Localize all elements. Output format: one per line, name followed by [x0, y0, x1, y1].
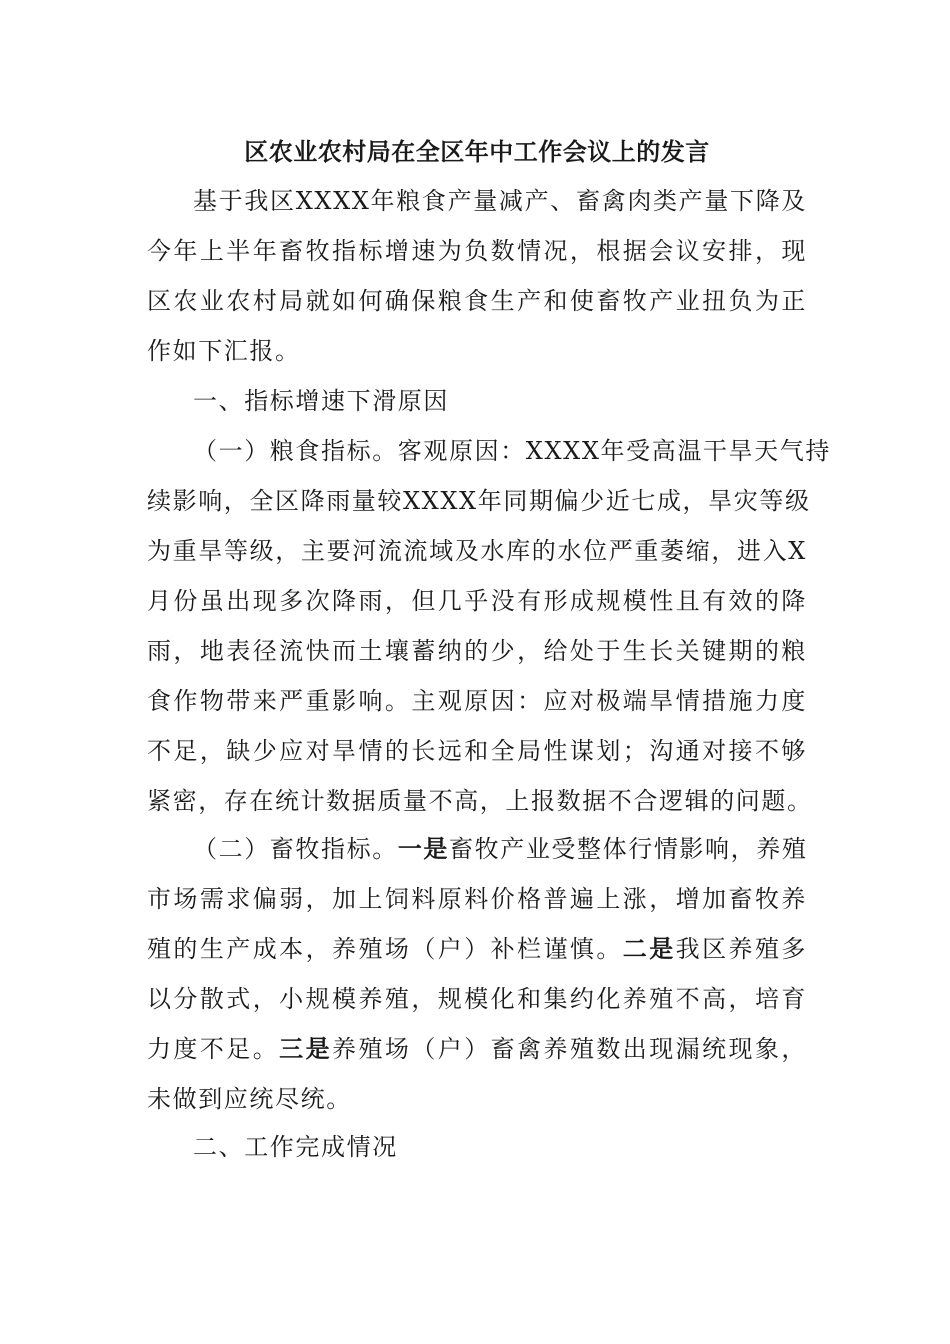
emphasis-text: 二是 [622, 934, 676, 963]
paragraph-line [147, 824, 807, 874]
paragraph-line: 食作物带来严重影响。主观原因：应对极端旱情措施力度 [147, 687, 807, 715]
paragraph-line [147, 924, 807, 974]
paragraph-text: 殖的生产成本，养殖场（户）补栏谨慎。 [147, 935, 623, 963]
paragraph-line [147, 1024, 807, 1074]
paragraph-text: 力度不足。 [147, 1035, 280, 1063]
paragraph-line: 不足，缺少应对旱情的长远和全局性谋划；沟通对接不够 [147, 737, 807, 765]
emphasis-text: 一是 [397, 834, 450, 863]
intro-line: 作如下汇报。 [147, 337, 301, 365]
paragraph-line: 续影响，全区降雨量较XXXX年同期偏少近七成，旱灾等级 [147, 487, 811, 515]
paragraph-text: （二）畜牧指标。 [193, 835, 398, 863]
paragraph-line: 雨，地表径流快而土壤蓄纳的少，给处于生长关键期的粮 [147, 637, 807, 665]
intro-line: 基于我区XXXX年粮食产量减产、畜禽肉类产量下降及 [193, 187, 807, 215]
paragraph-line: 月份虽出现多次降雨，但几乎没有形成规模性且有效的降 [147, 587, 807, 615]
paragraph-line: 为重旱等级，主要河流流域及水库的水位严重萎缩，进入X [147, 537, 807, 565]
paragraph-line: 未做到应统尽统。 [147, 1085, 352, 1113]
paragraph-line: 紧密，存在统计数据质量不高，上报数据不合逻辑的问题。 [147, 787, 813, 815]
paragraph-line: 市场需求偏弱，加上饲料原料价格普遍上涨，增加畜牧养 [147, 885, 807, 913]
document-title: 区农业农村局在全区年中工作会议上的发言 [244, 137, 710, 166]
emphasis-text: 三是 [279, 1034, 333, 1063]
intro-line: 今年上半年畜牧指标增速为负数情况，根据会议安排，现 [147, 237, 807, 265]
paragraph-text: 畜牧产业受整体行情影响，养殖 [449, 835, 808, 863]
paragraph-text: 养殖场（户）畜禽养殖数出现漏统现象， [332, 1035, 808, 1063]
intro-line: 区农业农村局就如何确保粮食生产和使畜牧产业扭负为正 [147, 287, 807, 315]
section-heading-2: 二、工作完成情况 [193, 1133, 398, 1161]
livestock-indicator-paragraph [147, 824, 807, 1124]
grain-indicator-paragraph [147, 426, 831, 826]
paragraph-text: 我区养殖多 [675, 935, 808, 963]
intro-paragraph [147, 176, 807, 376]
paragraph-line: （一）粮食指标。客观原因：XXXX年受高温干旱天气持 [193, 437, 831, 465]
section-heading-1: 一、指标增速下滑原因 [193, 387, 449, 415]
paragraph-line: 以分散式，小规模养殖，规模化和集约化养殖不高，培育 [147, 985, 807, 1013]
